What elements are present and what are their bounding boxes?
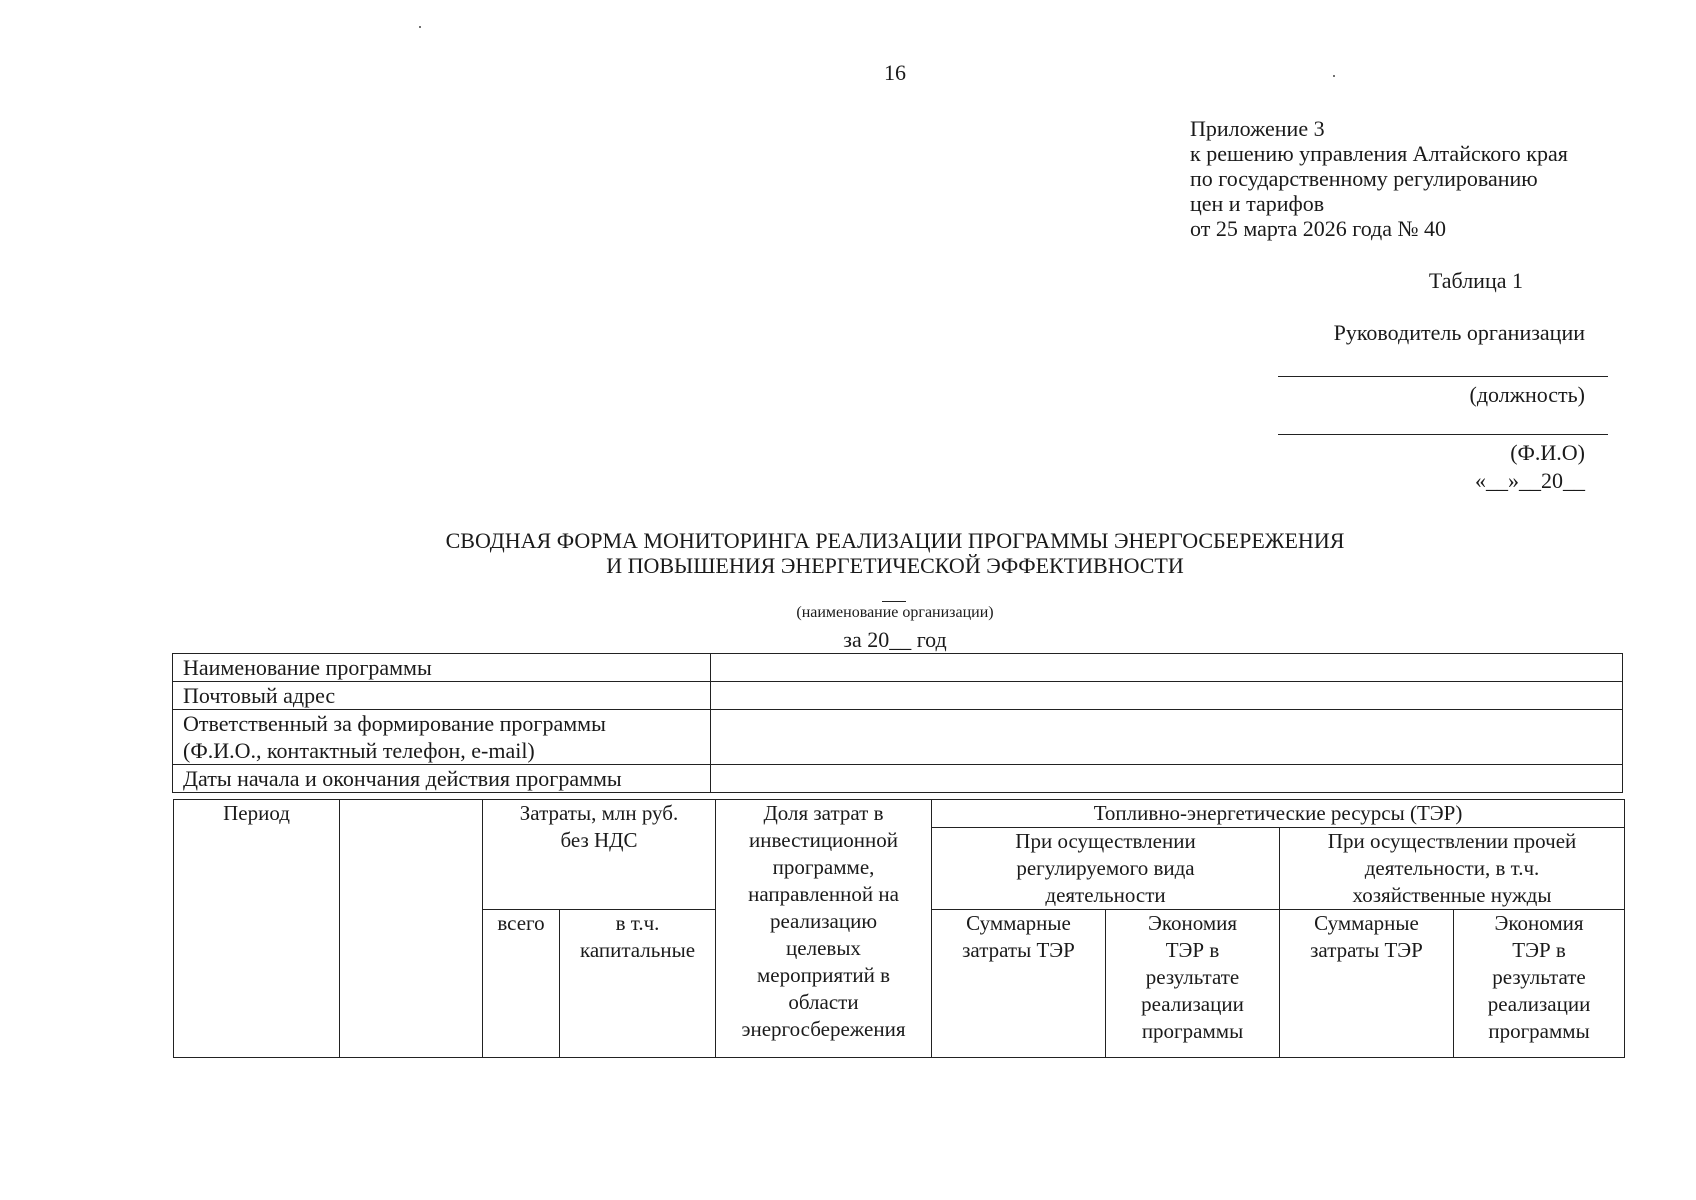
share-header-line: программе, <box>772 855 875 879</box>
info-label: Наименование программы <box>173 654 711 682</box>
share-header-line: реализацию <box>769 909 878 933</box>
fio-signature-line <box>1278 434 1608 435</box>
appendix-line: от 25 марта 2026 года № 40 <box>1190 216 1447 241</box>
costs-total-header: всего <box>483 910 560 1058</box>
regulated-header-line: При осуществлении <box>1015 829 1196 853</box>
share-header-line: Доля затрат в <box>763 801 884 825</box>
capital-header-line: в т.ч. <box>615 911 660 935</box>
economy-line: результате <box>1492 965 1586 989</box>
form-title-line: СВОДНАЯ ФОРМА МОНИТОРИНГА РЕАЛИЗАЦИИ ПРОГРАММЫ ЭНЕРГОСБЕРЕЖЕНИЯ <box>445 528 1345 553</box>
other-economy-header <box>1454 910 1625 1058</box>
other-header-line: При осуществлении прочей <box>1327 829 1577 853</box>
economy-line: ТЭР в <box>1512 938 1566 962</box>
regulated-economy-header <box>1106 910 1280 1058</box>
table-row <box>173 710 1623 765</box>
share-header-line: области <box>788 990 859 1014</box>
report-year: за 20__ год <box>843 627 947 652</box>
appendix-block <box>1190 116 1568 241</box>
info-value <box>711 710 1623 765</box>
other-activity-header <box>1280 828 1625 910</box>
costs-header <box>483 800 716 910</box>
share-header-line: мероприятий в <box>756 963 891 987</box>
info-label-line: Ответственный за формирование программы <box>183 711 606 736</box>
period-header: Период <box>174 800 340 1058</box>
economy-line: реализации <box>1141 992 1244 1016</box>
info-label-line: (Ф.И.О., контактный телефон, e-mail) <box>183 738 535 763</box>
total-cost-line: затраты ТЭР <box>962 938 1075 962</box>
position-caption: (должность) <box>1469 382 1585 407</box>
other-header-line: хозяйственные нужды <box>1352 883 1552 907</box>
head-title: Руководитель организации <box>1333 320 1585 345</box>
other-header-line: деятельности, в т.ч. <box>1364 856 1540 880</box>
info-label: Почтовый адрес <box>173 682 711 710</box>
appendix-line: Приложение 3 <box>1190 116 1325 141</box>
economy-line: результате <box>1145 965 1240 989</box>
fio-caption: (Ф.И.О) <box>1510 440 1585 465</box>
economy-line: Экономия <box>1494 911 1584 935</box>
scan-dot <box>419 26 421 28</box>
program-info-table <box>172 653 1623 793</box>
page-number: 16 <box>884 60 906 85</box>
regulated-total-cost-header <box>932 910 1106 1058</box>
table-caption: Таблица 1 <box>1428 268 1523 293</box>
form-title-line: И ПОВЫШЕНИЯ ЭНЕРГЕТИЧЕСКОЙ ЭФФЕКТИВНОСТИ <box>606 553 1184 578</box>
table-row <box>173 654 1623 682</box>
appendix-line: к решению управления Алтайского края <box>1190 141 1568 166</box>
info-label: Даты начала и окончания действия программы <box>173 765 711 793</box>
economy-line: Экономия <box>1147 911 1238 935</box>
info-label <box>173 710 711 765</box>
share-header-line: инвестиционной <box>748 828 899 852</box>
info-value <box>711 654 1623 682</box>
total-cost-line: затраты ТЭР <box>1310 938 1423 962</box>
info-value <box>711 682 1623 710</box>
appendix-line: по государственному регулированию <box>1190 166 1538 191</box>
capital-header-line: капитальные <box>579 938 696 962</box>
economy-line: программы <box>1488 1019 1590 1043</box>
table-row <box>173 765 1623 793</box>
share-header-line: направленной на <box>748 882 899 906</box>
form-title <box>0 528 1696 578</box>
monitoring-table <box>173 799 1625 1058</box>
economy-line: ТЭР в <box>1165 938 1220 962</box>
total-cost-line: Суммарные <box>966 911 1071 935</box>
blank-header <box>340 800 483 1058</box>
regulated-header-line: деятельности <box>1045 883 1166 907</box>
regulated-header-line: регулируемого вида <box>1016 856 1195 880</box>
total-cost-line: Суммарные <box>1314 911 1419 935</box>
regulated-activity-header <box>932 828 1280 910</box>
share-header-line: энергосбережения <box>741 1017 906 1041</box>
org-name-line <box>882 601 906 602</box>
ter-header: Топливно-энергетические ресурсы (ТЭР) <box>932 800 1625 828</box>
share-header <box>716 800 932 1058</box>
position-signature-line <box>1278 376 1608 377</box>
date-blank: «__»__20__ <box>1475 468 1585 493</box>
table-row <box>173 682 1623 710</box>
org-name-caption: (наименование организации) <box>796 604 994 621</box>
costs-header-line: Затраты, млн руб. <box>519 801 679 825</box>
costs-header-line: без НДС <box>560 828 638 852</box>
economy-line: реализации <box>1487 992 1591 1016</box>
appendix-line: цен и тарифов <box>1190 191 1325 216</box>
economy-line: программы <box>1141 1019 1244 1043</box>
share-header-line: целевых <box>786 936 861 960</box>
info-value <box>711 765 1623 793</box>
other-total-cost-header <box>1280 910 1454 1058</box>
table-row <box>174 800 1625 828</box>
costs-capital-header <box>560 910 716 1058</box>
